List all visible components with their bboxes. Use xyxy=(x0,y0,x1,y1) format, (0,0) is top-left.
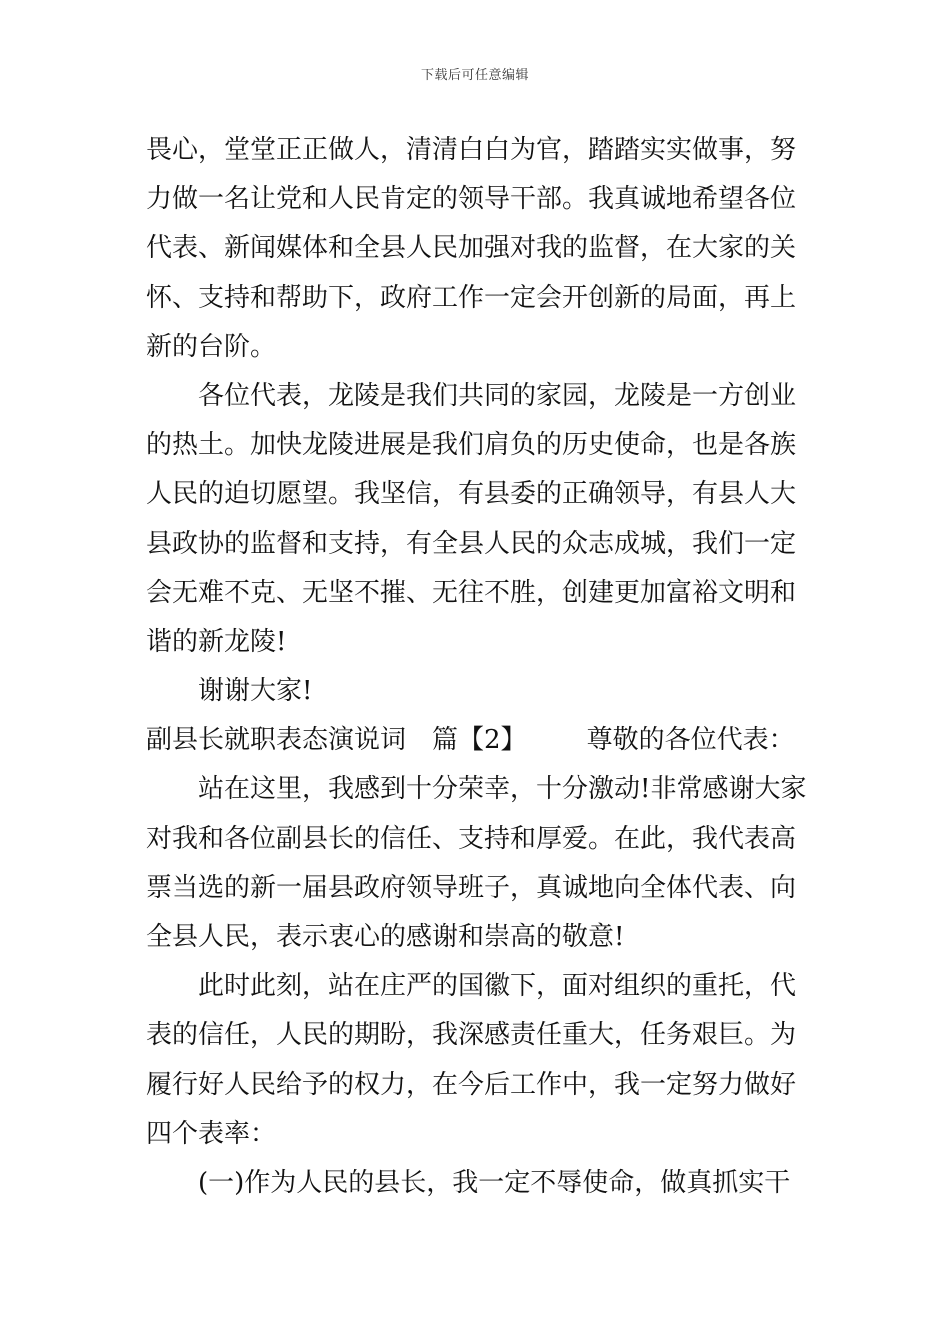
text-line: 对我和各位副县长的信任、支持和厚爱。在此，我代表高 xyxy=(146,823,797,854)
text-line: 谐的新龙陵! xyxy=(146,626,287,657)
text-line: 怀、支持和帮助下，政府工作一定会开创新的局面，再上 xyxy=(146,282,797,313)
text-line: 县政协的监督和支持，有全县人民的众志成城，我们一定 xyxy=(146,528,797,559)
text-line: 票当选的新一届县政府领导班子，真诚地向全体代表、向 xyxy=(146,872,797,903)
heading-part: 篇【2】 xyxy=(432,725,527,756)
paragraph-first-line: 此时此刻，站在庄严的国徽下，面对组织的重托，代 xyxy=(198,971,797,1002)
closing-line: 谢谢大家! xyxy=(198,676,313,707)
heading-title: 副县长就职表态演说词 xyxy=(146,725,407,756)
section-heading xyxy=(146,716,810,765)
text-line: 表的信任，人民的期盼，我深感责任重大，任务艰巨。为 xyxy=(146,1020,797,1051)
text-line: 人民的迫切愿望。我坚信，有县委的正确领导，有县人大 xyxy=(146,479,797,510)
heading-salutation: 尊敬的各位代表： xyxy=(586,725,795,756)
text-line: 会无难不克、无坚不摧、无往不胜，创建更加富裕文明和 xyxy=(146,577,797,608)
text-line: 畏心，堂堂正正做人，清清白白为官，踏踏实实做事，努 xyxy=(146,135,797,165)
text-line: 的热土。加快龙陵进展是我们肩负的历史使命，也是各族 xyxy=(146,430,797,461)
text-line: 履行好人民给予的权力，在今后工作中，我一定努力做好 xyxy=(146,1069,797,1100)
paragraph-first-line: (一)作为人民的县长，我一定不辱使命，做真抓实干 xyxy=(198,1167,791,1198)
document-body xyxy=(146,126,810,1208)
text-line: 全县人民，表示衷心的感谢和崇高的敬意! xyxy=(146,922,625,952)
page-header: 下载后可任意编辑 xyxy=(420,68,529,83)
text-line: 代表、新闻媒体和全县人民加强对我的监督，在大家的关 xyxy=(146,233,797,264)
text-line: 新的台阶。 xyxy=(146,331,277,362)
text-line: 力做一名让党和人民肯定的领导干部。我真诚地希望各位 xyxy=(146,184,797,215)
paragraph-first-line: 各位代表，龙陵是我们共同的家园，龙陵是一方创业 xyxy=(198,380,797,411)
text-line: 四个表率： xyxy=(146,1118,277,1149)
paragraph-first-line: 站在这里，我感到十分荣幸，十分激动!非常感谢大家 xyxy=(198,774,807,805)
